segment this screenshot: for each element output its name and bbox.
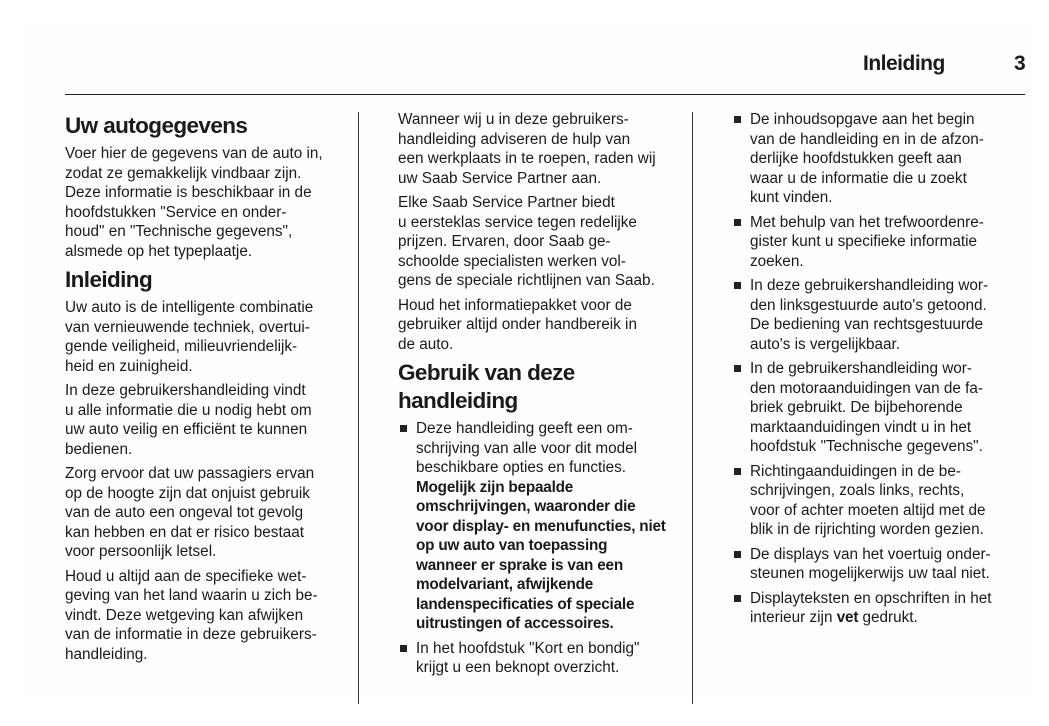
- text-line: Uw auto is de intelligente combinatie: [65, 299, 314, 316]
- paragraph: [398, 193, 698, 291]
- text-line: Zorg ervoor dat uw passagiers ervan: [65, 465, 315, 482]
- text-line: Wanneer wij u in deze gebruikers-: [398, 111, 629, 128]
- bold-text: vet: [836, 609, 859, 626]
- text-line: den linksgestuurde auto's getoond.: [750, 296, 987, 314]
- bullet-item: [732, 545, 1032, 584]
- text-line: den motoraanduidingen van de fa-: [750, 379, 984, 397]
- bold-text: voor display- en menufuncties, niet: [416, 517, 666, 535]
- bullet-square-icon: [400, 425, 407, 432]
- bullet-square-icon: [734, 468, 741, 475]
- text-line: Inleiding: [65, 267, 153, 292]
- text-line: De bediening van rechtsgestuurde: [750, 316, 984, 333]
- paragraph: [65, 567, 365, 665]
- bullet-item: [732, 359, 1032, 457]
- paragraph: [65, 298, 365, 376]
- text-line: bedienen.: [65, 440, 133, 458]
- text-line: Gebruik van deze: [398, 360, 575, 385]
- text-line: Deze handleiding geeft een om-: [416, 420, 633, 437]
- bullet-square-icon: [734, 551, 741, 558]
- text-line: briek gebruikt. De bijbehorende: [750, 399, 963, 416]
- text-line: Houd het informatiepakket voor de: [398, 296, 632, 314]
- column-left: [65, 110, 365, 669]
- text-line: Voer hier de gegevens van de auto in,: [65, 145, 323, 162]
- bold-text: omschrijvingen, waaronder die: [416, 498, 636, 515]
- text-line: [416, 536, 698, 556]
- text-line: In de gebruikershandleiding wor-: [750, 360, 972, 377]
- text-line: van de auto een ongeval tot gevolg: [65, 504, 304, 521]
- text-segment: interieur zijn: [750, 609, 837, 626]
- text-line: [416, 497, 698, 517]
- text-line: krijgt u een beknopt overzicht.: [416, 659, 620, 676]
- text-line: geving van het land waarin u zich be-: [65, 587, 318, 604]
- manual-page: [20, 22, 1030, 694]
- bullet-square-icon: [734, 282, 741, 289]
- text-line: uw auto veilig en efficiënt te kunnen: [65, 421, 308, 438]
- bullet-square-icon: [734, 219, 741, 226]
- text-line: hoofdstuk "Technische gegevens".: [750, 438, 983, 455]
- text-line: alsmede op het typeplaatje.: [65, 242, 253, 260]
- text-line: uw Saab Service Partner aan.: [398, 169, 602, 187]
- paragraph: [65, 381, 365, 459]
- text-line: prijzen. Ervaren, door Saab ge-: [398, 233, 611, 250]
- bullet-square-icon: [734, 595, 741, 602]
- text-line: gister kunt u specifieke informatie: [750, 233, 978, 250]
- text-line: van de handleiding en in de afzon-: [750, 130, 984, 148]
- bold-text: Mogelijk zijn bepaalde: [416, 478, 574, 496]
- text-line: op de hoogte zijn dat onjuist gebruik: [65, 484, 310, 502]
- text-line: Uw autogegevens: [65, 113, 248, 138]
- text-line: In deze gebruikershandleiding wor-: [750, 277, 989, 294]
- text-line: [416, 575, 698, 595]
- bullet-item: [732, 276, 1032, 354]
- text-line: auto's is vergelijkbaar.: [750, 335, 901, 353]
- text-line: Houd u altijd aan de specifieke wet-: [65, 567, 307, 585]
- text-line: [416, 614, 698, 634]
- text-line: [416, 595, 698, 615]
- text-line: voor of achter moeten altijd met de: [750, 501, 986, 519]
- text-line: gens de speciale richtlijnen van Saab.: [398, 272, 655, 289]
- text-line: blik in de rijrichting worden gezien.: [750, 521, 984, 538]
- text-line: In het hoofdstuk "Kort en bondig": [416, 639, 640, 657]
- text-line: de auto.: [398, 335, 454, 353]
- text-line: Richtingaanduidingen in de be-: [750, 462, 961, 480]
- text-segment: gedrukt.: [858, 609, 918, 626]
- bullet-item: [732, 213, 1032, 272]
- text-line: Elke Saab Service Partner biedt: [398, 194, 615, 211]
- text-line: hoofdstukken "Service en onder-: [65, 203, 287, 221]
- text-line: [416, 556, 698, 576]
- text-line: een werkplaats in te roepen, raden wij: [398, 150, 656, 167]
- bullet-item: [732, 462, 1032, 540]
- bullet-square-icon: [400, 645, 407, 652]
- column-right: [732, 110, 1032, 633]
- text-line: van vernieuwende techniek, overtui-: [65, 318, 310, 336]
- paragraph: [398, 110, 698, 188]
- text-line: voor persoonlijk letsel.: [65, 543, 217, 560]
- bullet-item: [732, 589, 1032, 628]
- bold-text: modelvariant, afwijkende: [416, 576, 594, 593]
- bullet-item: [398, 419, 698, 634]
- text-line: gende veiligheid, milieuvriendelijk-: [65, 338, 298, 355]
- text-line: steunen mogelijkerwijs uw taal niet.: [750, 565, 990, 582]
- text-line: handleiding adviseren de hulp van: [398, 130, 631, 148]
- bold-text: uitrustingen of accessoires.: [416, 615, 614, 632]
- text-line: zodat ze gemakkelijk vindbaar zijn.: [65, 164, 302, 182]
- text-line: [416, 478, 698, 498]
- text-line: derlijke hoofdstukken geeft aan: [750, 150, 962, 167]
- text-line: schoolde specialisten werken vol-: [398, 252, 626, 270]
- column-middle: [398, 110, 698, 683]
- text-line: marktaanduidingen vindt u in het: [750, 418, 972, 436]
- text-line: [750, 608, 1032, 628]
- text-line: houd" en "Technische gegevens",: [65, 223, 293, 240]
- section-heading: [398, 359, 698, 415]
- text-line: van de informatie in deze gebruikers-: [65, 626, 317, 643]
- paragraph: [65, 144, 365, 261]
- bold-text: wanneer er sprake is van een: [416, 556, 623, 574]
- section-heading: [65, 112, 365, 140]
- text-line: [416, 517, 698, 537]
- paragraph: [398, 296, 698, 355]
- section-heading: [65, 266, 365, 294]
- text-line: Met behulp van het trefwoordenre-: [750, 213, 984, 231]
- paragraph: [65, 464, 365, 562]
- bold-text: op uw auto van toepassing: [416, 537, 608, 554]
- text-line: kunt vinden.: [750, 189, 833, 206]
- bullet-square-icon: [734, 116, 741, 123]
- text-line: handleiding.: [65, 645, 148, 663]
- text-line: Displayteksten en opschriften in het: [750, 589, 992, 607]
- bullet-item: [398, 639, 698, 678]
- text-line: Deze informatie is beschikbaar in de: [65, 184, 312, 201]
- bullet-square-icon: [734, 365, 741, 372]
- text-line: beschikbare opties en functies.: [416, 459, 627, 476]
- text-line: u eersteklas service tegen redelijke: [398, 213, 637, 231]
- text-line: u alle informatie die u nodig hebt om: [65, 401, 312, 419]
- bold-text: landenspecificaties of speciale: [416, 595, 635, 613]
- bullet-item: [732, 110, 1032, 208]
- text-line: zoeken.: [750, 252, 804, 270]
- text-line: De displays van het voertuig onder-: [750, 545, 991, 563]
- running-header-title: Inleiding: [863, 52, 945, 75]
- text-line: In deze gebruikershandleiding vindt: [65, 382, 306, 399]
- text-line: schrijvingen, zoals links, rechts,: [750, 482, 965, 499]
- text-line: handleiding: [398, 388, 518, 413]
- text-line: kan hebben en dat er risico bestaat: [65, 523, 304, 541]
- header-rule: [65, 94, 1025, 95]
- text-line: schrijving van alle voor dit model: [416, 439, 638, 457]
- page-number: 3: [1014, 52, 1026, 75]
- text-line: waar u de informatie die u zoekt: [750, 169, 967, 187]
- text-line: heid en zuinigheid.: [65, 357, 193, 375]
- text-line: De inhoudsopgave aan het begin: [750, 111, 975, 128]
- text-line: gebruiker altijd onder handbereik in: [398, 316, 637, 333]
- text-line: vindt. Deze wetgeving kan afwijken: [65, 606, 304, 624]
